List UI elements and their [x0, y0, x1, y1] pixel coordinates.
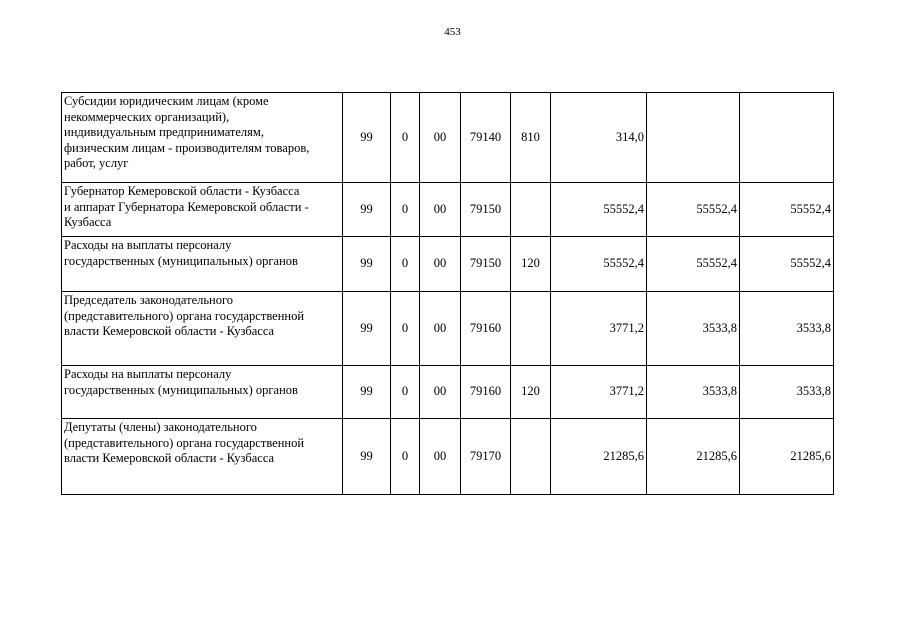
row-name-line: власти Кемеровской области - Кузбасса: [64, 451, 275, 465]
amount-year3-cell: [740, 93, 834, 183]
event-code-cell: 00: [420, 237, 461, 292]
table-row: [62, 93, 834, 183]
table-row: [62, 183, 834, 237]
program-code-cell: 99: [343, 292, 391, 366]
budget-table: [61, 92, 834, 495]
subprogram-code-cell: 0: [391, 183, 420, 237]
program-code-cell: 99: [343, 93, 391, 183]
table-row: [62, 366, 834, 419]
row-name-line: (представительного) органа государственной: [64, 435, 305, 450]
amount-year2-cell: 21285,6: [647, 419, 740, 495]
row-name-cell: [62, 237, 343, 292]
row-name-line: некоммерческих организаций),: [64, 109, 230, 124]
amount-year3-cell: 21285,6: [740, 419, 834, 495]
direction-code-cell: 79160: [461, 366, 511, 419]
program-code-cell: 99: [343, 237, 391, 292]
subprogram-code-cell: 0: [391, 366, 420, 419]
row-name-line: и аппарат Губернатора Кемеровской области -: [64, 199, 309, 214]
row-name-cell: [62, 366, 343, 419]
row-name-cell: [62, 93, 343, 183]
row-name-line: Субсидии юридическим лицам (кроме: [64, 94, 269, 108]
program-code-cell: 99: [343, 183, 391, 237]
program-code-cell: 99: [343, 419, 391, 495]
row-name-line: государственных (муниципальных) органов: [64, 382, 298, 397]
direction-code-cell: 79150: [461, 237, 511, 292]
subprogram-code-cell: 0: [391, 237, 420, 292]
row-name-cell: [62, 292, 343, 366]
row-name-cell: [62, 419, 343, 495]
expense-type-cell: [511, 183, 551, 237]
amount-year1-cell: 55552,4: [551, 237, 647, 292]
program-code-cell: 99: [343, 366, 391, 419]
event-code-cell: 00: [420, 93, 461, 183]
table-row: [62, 292, 834, 366]
expense-type-cell: [511, 292, 551, 366]
row-name-line: физическим лицам - производителям товаров,: [64, 140, 310, 155]
subprogram-code-cell: 0: [391, 93, 420, 183]
event-code-cell: 00: [420, 183, 461, 237]
row-name-line: государственных (муниципальных) органов: [64, 253, 298, 268]
direction-code-cell: 79160: [461, 292, 511, 366]
direction-code-cell: 79140: [461, 93, 511, 183]
amount-year1-cell: 3771,2: [551, 366, 647, 419]
row-name-line: (представительного) органа государственной: [64, 308, 305, 323]
page-number: 453: [444, 26, 461, 38]
row-name-line: Расходы на выплаты персоналу: [64, 238, 232, 252]
event-code-cell: 00: [420, 292, 461, 366]
row-name-line: власти Кемеровской области - Кузбасса: [64, 324, 275, 338]
table-row: [62, 419, 834, 495]
amount-year2-cell: 3533,8: [647, 366, 740, 419]
amount-year1-cell: 55552,4: [551, 183, 647, 237]
expense-type-cell: [511, 419, 551, 495]
event-code-cell: 00: [420, 366, 461, 419]
row-name-line: индивидуальным предпринимателям,: [64, 125, 264, 139]
direction-code-cell: 79150: [461, 183, 511, 237]
row-name-line: Кузбасса: [64, 215, 112, 229]
amount-year3-cell: 55552,4: [740, 237, 834, 292]
expense-type-cell: 120: [511, 366, 551, 419]
amount-year2-cell: 3533,8: [647, 292, 740, 366]
row-name-line: Губернатор Кемеровской области - Кузбасса: [64, 184, 300, 198]
amount-year1-cell: 314,0: [551, 93, 647, 183]
subprogram-code-cell: 0: [391, 292, 420, 366]
amount-year1-cell: 21285,6: [551, 419, 647, 495]
row-name-line: Расходы на выплаты персоналу: [64, 367, 232, 381]
event-code-cell: 00: [420, 419, 461, 495]
amount-year2-cell: 55552,4: [647, 183, 740, 237]
table-row: [62, 237, 834, 292]
row-name-cell: [62, 183, 343, 237]
amount-year3-cell: 3533,8: [740, 366, 834, 419]
subprogram-code-cell: 0: [391, 419, 420, 495]
amount-year2-cell: 55552,4: [647, 237, 740, 292]
row-name-line: Председатель законодательного: [64, 293, 234, 307]
amount-year2-cell: [647, 93, 740, 183]
expense-type-cell: 120: [511, 237, 551, 292]
amount-year3-cell: 55552,4: [740, 183, 834, 237]
row-name-line: Депутаты (члены) законодательного: [64, 420, 257, 434]
expense-type-cell: 810: [511, 93, 551, 183]
amount-year1-cell: 3771,2: [551, 292, 647, 366]
amount-year3-cell: 3533,8: [740, 292, 834, 366]
direction-code-cell: 79170: [461, 419, 511, 495]
row-name-line: работ, услуг: [64, 156, 129, 170]
